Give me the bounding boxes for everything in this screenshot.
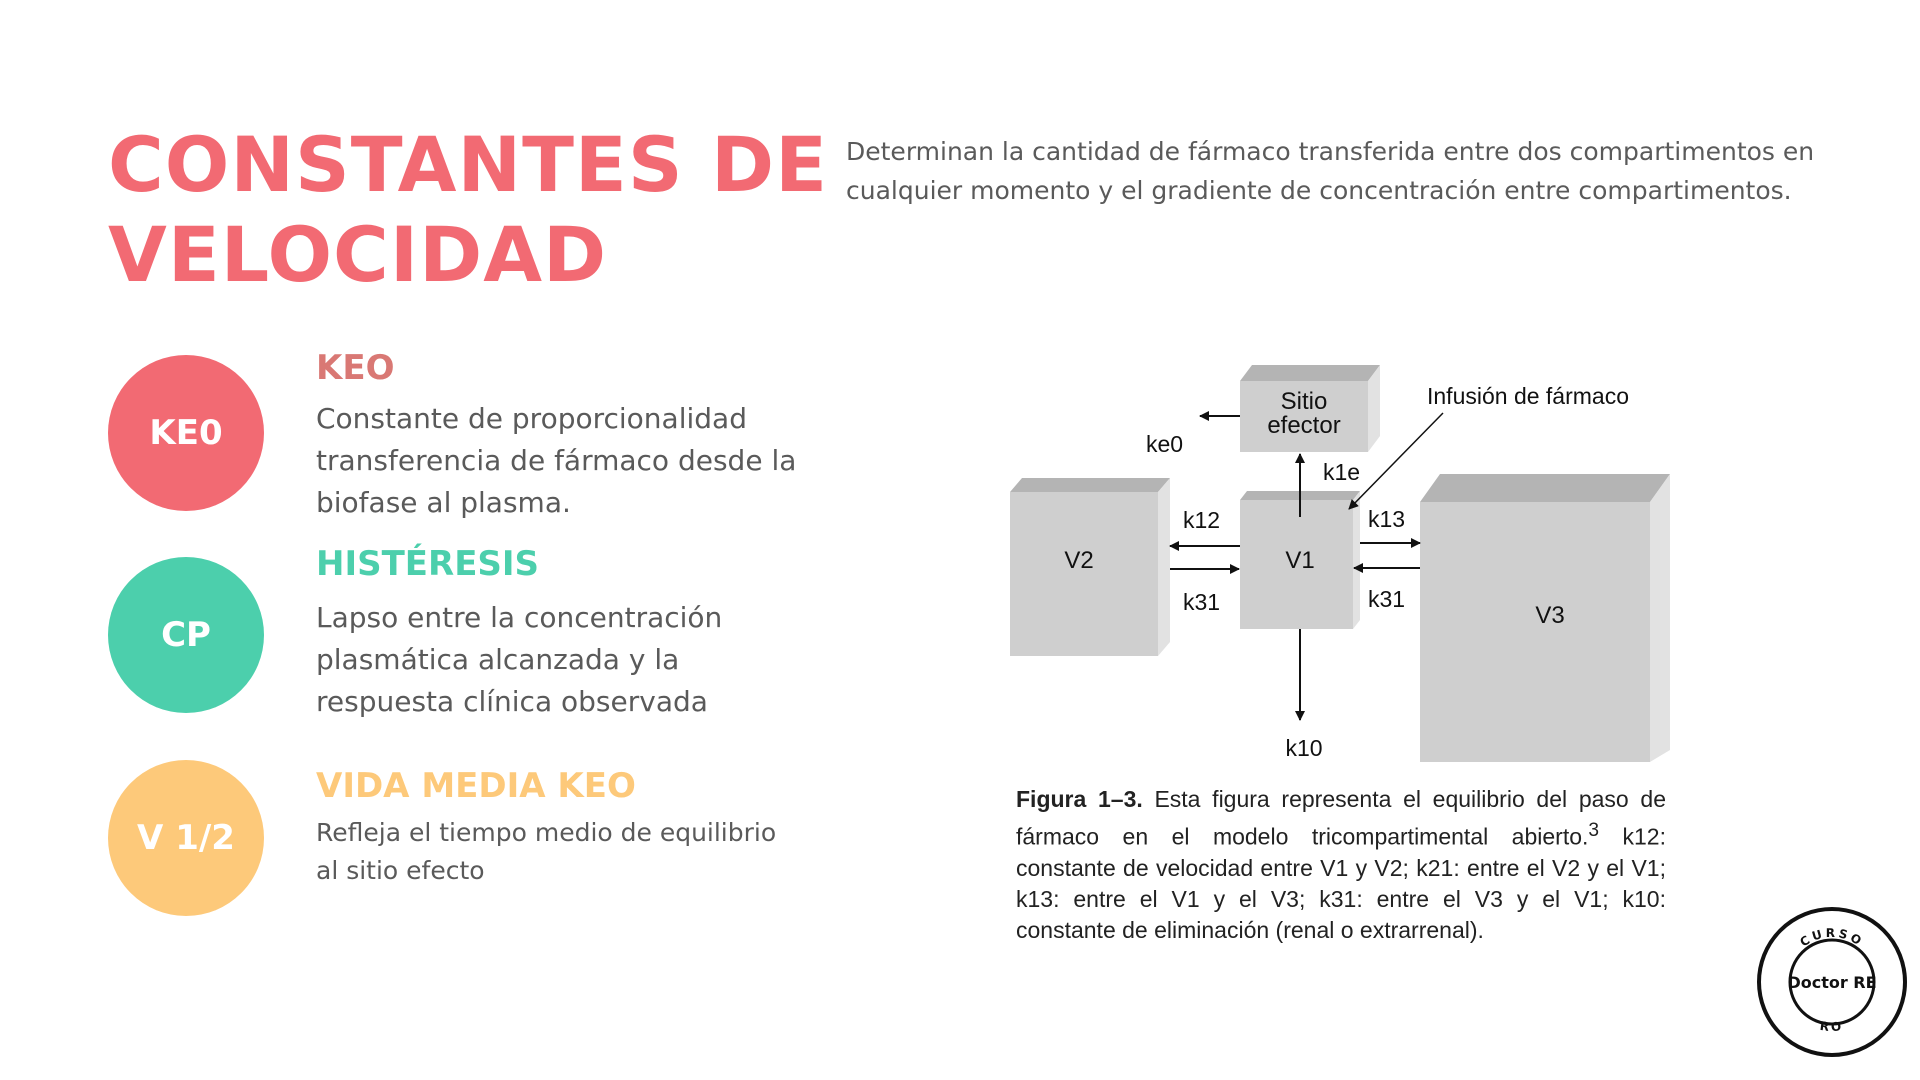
item-title-histeresis: HISTÉRESIS xyxy=(316,544,540,584)
logo-center-text: Doctor RE xyxy=(1787,973,1877,992)
infusion-label: Infusión de fármaco xyxy=(1427,383,1630,409)
caption-reference: 3 xyxy=(1588,820,1600,841)
item-desc-vida-media: Refleja el tiempo medio de equilibrio al sitio efecto xyxy=(316,818,777,885)
effect-site-label-1: Sitio xyxy=(1280,388,1328,415)
curso-doctor-re-logo xyxy=(1755,905,1909,1059)
k31-right-label: k31 xyxy=(1368,586,1406,612)
v2-label: V2 xyxy=(1064,547,1094,574)
caption-label: Figura 1–3. xyxy=(1016,786,1143,812)
k12-label: k12 xyxy=(1183,507,1221,533)
title-line-1: CONSTANTES DE xyxy=(108,120,829,209)
item-title-vida-media: VIDA MEDIA KEO xyxy=(316,766,636,806)
figure-caption xyxy=(1016,784,1666,946)
v1-label: V1 xyxy=(1285,547,1315,574)
k31-left-label: k31 xyxy=(1183,589,1221,615)
ke0-label: ke0 xyxy=(1146,431,1184,457)
badge-ke0: KE0 xyxy=(108,355,264,511)
item-desc-keo: Constante de proporcionalidad transferencia de fármaco desde la biofase al plasma. xyxy=(316,402,797,519)
k1e-label: k1e xyxy=(1323,459,1361,485)
item-title-keo: KEO xyxy=(316,348,395,388)
v3-label: V3 xyxy=(1535,602,1565,629)
item-desc-histeresis: Lapso entre la concentración plasmática alcanzada y la respuesta clínica observada xyxy=(316,601,723,718)
intro-text: Determinan la cantidad de fármaco transferida entre dos compartimentos en cualquier momento y el gradiente de concentración entre compartimentos. xyxy=(846,137,1815,205)
logo-bottom-text: RO xyxy=(1818,1018,1845,1035)
effect-site-label-2: efector xyxy=(1267,412,1341,439)
caption-text: Esta figura representa el equilibrio del paso de fármaco en el modelo tricompartimental abierto. xyxy=(1016,786,1666,850)
badge-cp: CP xyxy=(108,557,264,713)
title-line-2: VELOCIDAD xyxy=(108,210,608,299)
k13-label: k13 xyxy=(1368,506,1406,532)
badge-v-half: V 1/2 xyxy=(108,760,264,916)
compartment-diagram xyxy=(1000,350,1690,770)
page-title xyxy=(108,120,828,300)
caption-text-2: k12: constante de velocidad entre V1 y V2; k21: entre el V2 y el V1; k13: entre el V1 y el V3; k31: entre el V3 y el V1; k10: constante de eliminación (renal o extrarrenal). xyxy=(1016,823,1666,943)
k10-label: k10 xyxy=(1285,735,1323,761)
logo-top-text: CURSO xyxy=(1797,925,1867,950)
